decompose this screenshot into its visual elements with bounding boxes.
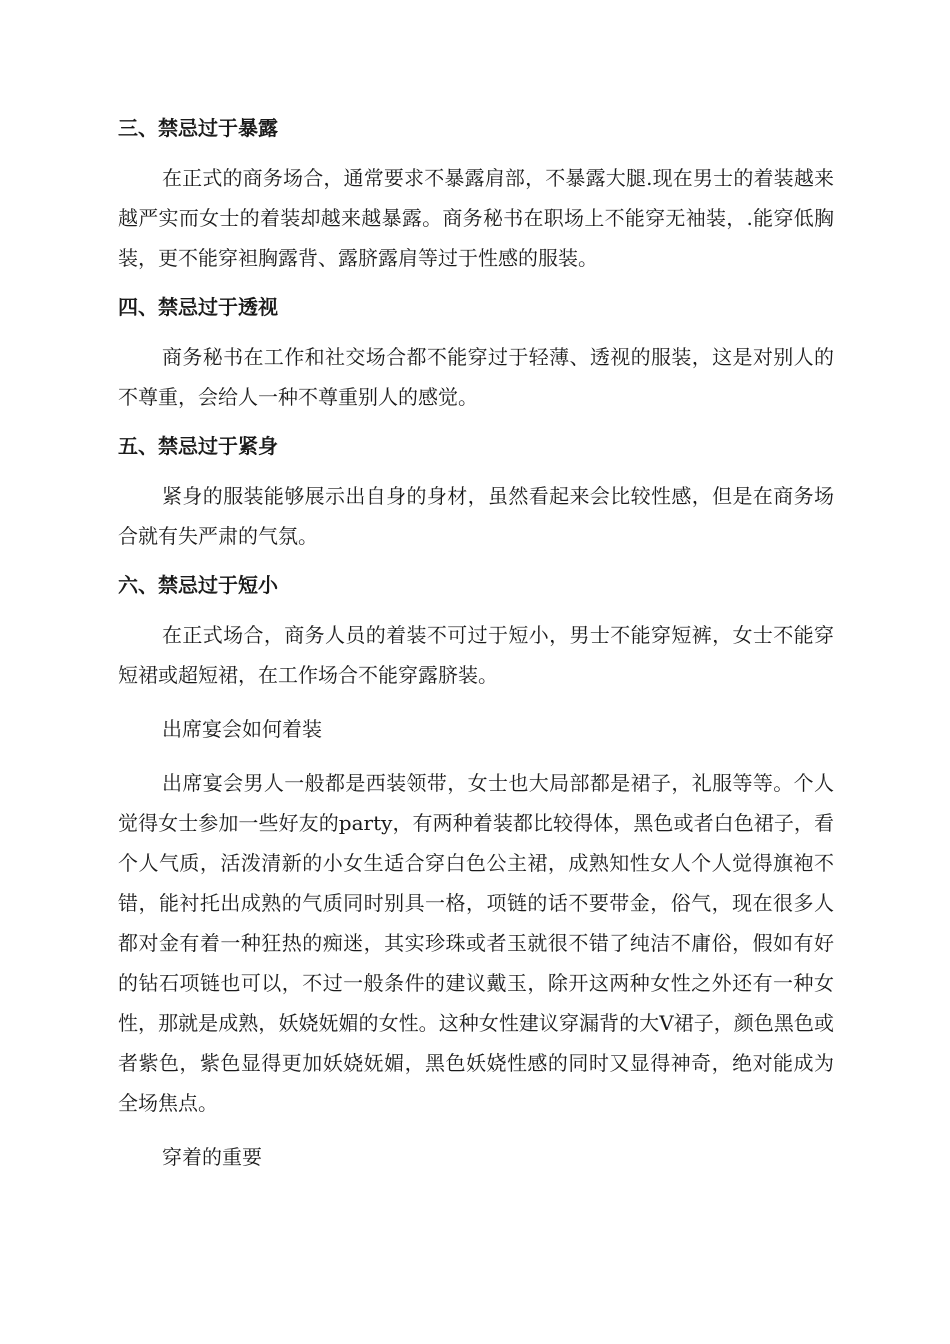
banquet-title: 出席宴会如何着装	[162, 717, 322, 741]
section-text-exposure: 在正式的商务场合，通常要求不暴露肩部，不暴露大腿.现在男士的着装越来越严实而女士的着装却越来越暴露。商务秘书在职场上不能穿无袖装，.能穿低胸装，更不能穿袒胸露背、露脐露肩等过于性感的服装。	[118, 166, 834, 270]
section-heading-tightness: 五、禁忌过于紧身	[118, 434, 278, 458]
section-text-transparency: 商务秘书在工作和社交场合都不能穿过于轻薄、透视的服装，这是对别人的不尊重，会给人一种不尊重别人的感觉。	[118, 345, 834, 409]
banquet-text: 出席宴会男人一般都是西装领带，女士也大局部都是裙子，礼服等等。个人觉得女士参加一些好友的party，有两种着装都比较得体，黑色或者白色裙子，看个人气质，活泼清新的小女生适合穿白色公主裙，成熟知性女人个人觉得旗袍不错，能衬托出成熟的气质同时别具一格，项链的话不要带金，俗气，现在很多人都对金有着一种狂热的痴迷，其实珍珠或者玉就很不错了纯洁不庸俗，假如有好的钻石项链也可以，不过一般条件的建议戴玉，除开这两种女性之外还有一种女性，那就是成熟，妖娆妩媚的女性。这种女性建议穿漏背的大V裙子，颜色黑色或者紫色，紫色显得更加妖娆妩媚，黑色妖娆性感的同时又显得神奇，绝对能成为全场焦点。	[118, 771, 834, 1115]
section-heading-transparency: 四、禁忌过于透视	[118, 295, 278, 319]
section-heading-exposure: 三、禁忌过于暴露	[118, 116, 278, 140]
section-heading-shortness: 六、禁忌过于短小	[118, 573, 278, 597]
document-body	[118, 113, 834, 1191]
section-text-tightness: 紧身的服装能够展示出自身的身材，虽然看起来会比较性感，但是在商务场合就有失严肃的气氛。	[118, 484, 834, 548]
section-text-shortness: 在正式场合，商务人员的着装不可过于短小，男士不能穿短裤，女士不能穿短裙或超短裙，在工作场合不能穿露脐装。	[118, 623, 834, 687]
closing-title: 穿着的重要	[162, 1145, 262, 1169]
